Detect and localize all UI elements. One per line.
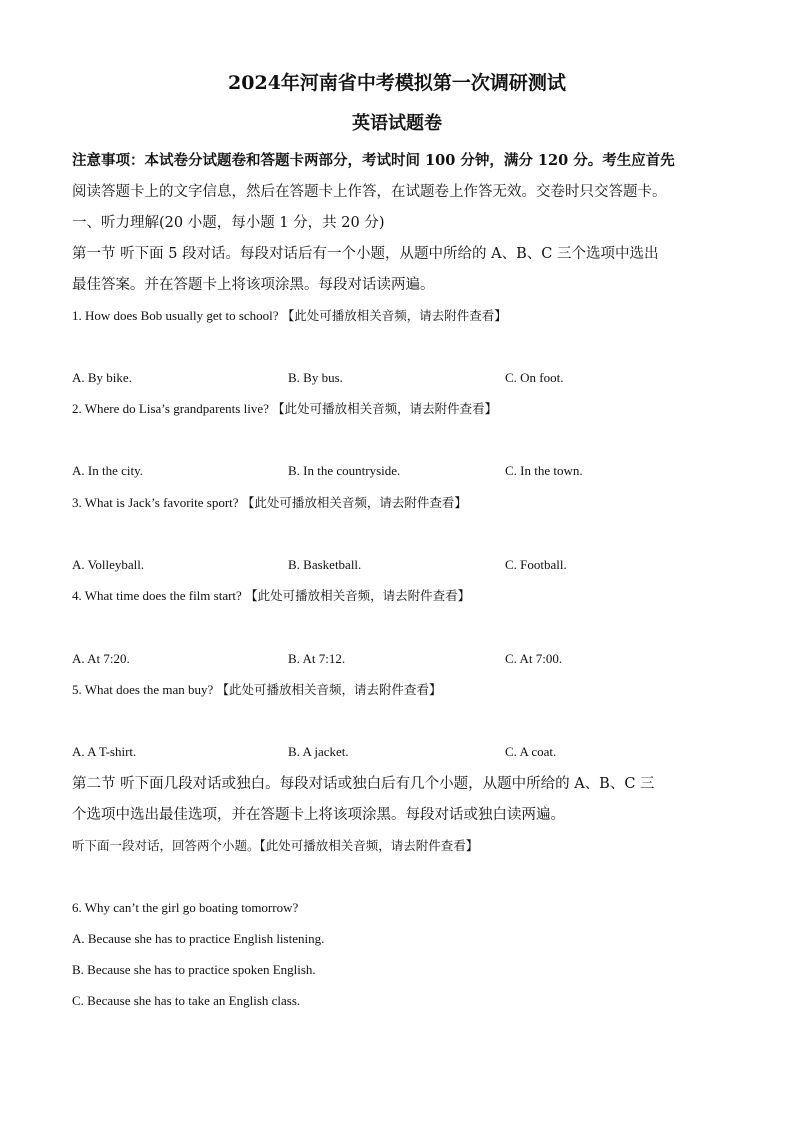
option-a: A. Volleyball. [72,557,145,572]
option-c: C. Football. [505,557,567,572]
question-4 [72,586,732,606]
part1-heading: 一、听力理解(20 小题，每小题 1 分，共 20 分) [72,215,385,231]
option-c: C. A coat. [505,744,557,759]
option-a: A. By bike. [72,370,132,385]
option-a: A. A T-shirt. [72,744,137,759]
question-1 [72,306,732,326]
option-c: C. On foot. [505,370,564,385]
question-2 [72,399,732,419]
question-text: 4. What time does the film start? [72,588,242,603]
audio-note[interactable]: 【此处可播放相关音频，请去附件查看】 [241,495,467,510]
option-a: A. Because she has to practice English listening. [72,931,325,946]
audio-note[interactable]: 【此处可播放相关音频，请去附件查看】 [281,308,507,323]
option-c: C. Because she has to take an English class. [72,993,301,1008]
question-text: 1. How does Bob usually get to school? [72,308,279,323]
page-title: 2024年河南省中考模拟第一次调研测试 [228,72,566,94]
option-b: B. A jacket. [288,744,349,759]
option-c: C. In the town. [505,463,583,478]
option-b: B. At 7:12. [288,651,346,666]
section2-instructions-2: 个选项中选出最佳选项，并在答题卡上将该项涂黑。每段对话或独白读两遍。 [72,807,565,823]
option-c: C. At 7:00. [505,651,563,666]
question-text: 2. Where do Lisa’s grandparents live? [72,401,269,416]
option-b: B. Basketball. [288,557,362,572]
option-a: A. In the city. [72,463,143,478]
section2-instructions-1: 第二节 听下面几段对话或独白。每段对话或独白后有几个小题，从题中所给的 A、B、C 三 [72,776,655,792]
audio-note[interactable]: 【此处可播放相关音频，请去附件查看】 [272,401,498,416]
section1-instructions-2: 最佳答案。并在答题卡上将该项涂黑。每段对话读两遍。 [72,277,435,293]
option-b: B. In the countryside. [288,463,401,478]
question-3 [72,493,732,513]
question-text: 3. What is Jack’s favorite sport? [72,495,239,510]
section1-instructions-1: 第一节 听下面 5 段对话。每段对话后有一个小题，从题中所给的 A、B、C 三个选项中选出 [72,246,659,262]
option-b: B. Because she has to practice spoken English. [72,962,316,977]
page-subtitle: 英语试题卷 [352,113,442,134]
notice-line-1: 注意事项：本试卷分试题卷和答题卡两部分，考试时间 100 分钟，满分 120 分。考生应首先 [72,152,675,169]
audio-note[interactable]: 【此处可播放相关音频，请去附件查看】 [245,588,471,603]
section2-intro: 听下面一段对话，回答两个小题。【此处可播放相关音频，请去附件查看】 [72,838,479,853]
question-6: 6. Why can’t the girl go boating tomorrow? [72,900,299,915]
audio-note[interactable]: 【此处可播放相关音频，请去附件查看】 [216,682,442,697]
notice-line-2: 阅读答题卡上的文字信息，然后在答题卡上作答，在试题卷上作答无效。交卷时只交答题卡。 [72,184,667,200]
question-text: 5. What does the man buy? [72,682,214,697]
option-b: B. By bus. [288,370,343,385]
option-a: A. At 7:20. [72,651,130,666]
question-5 [72,680,732,700]
